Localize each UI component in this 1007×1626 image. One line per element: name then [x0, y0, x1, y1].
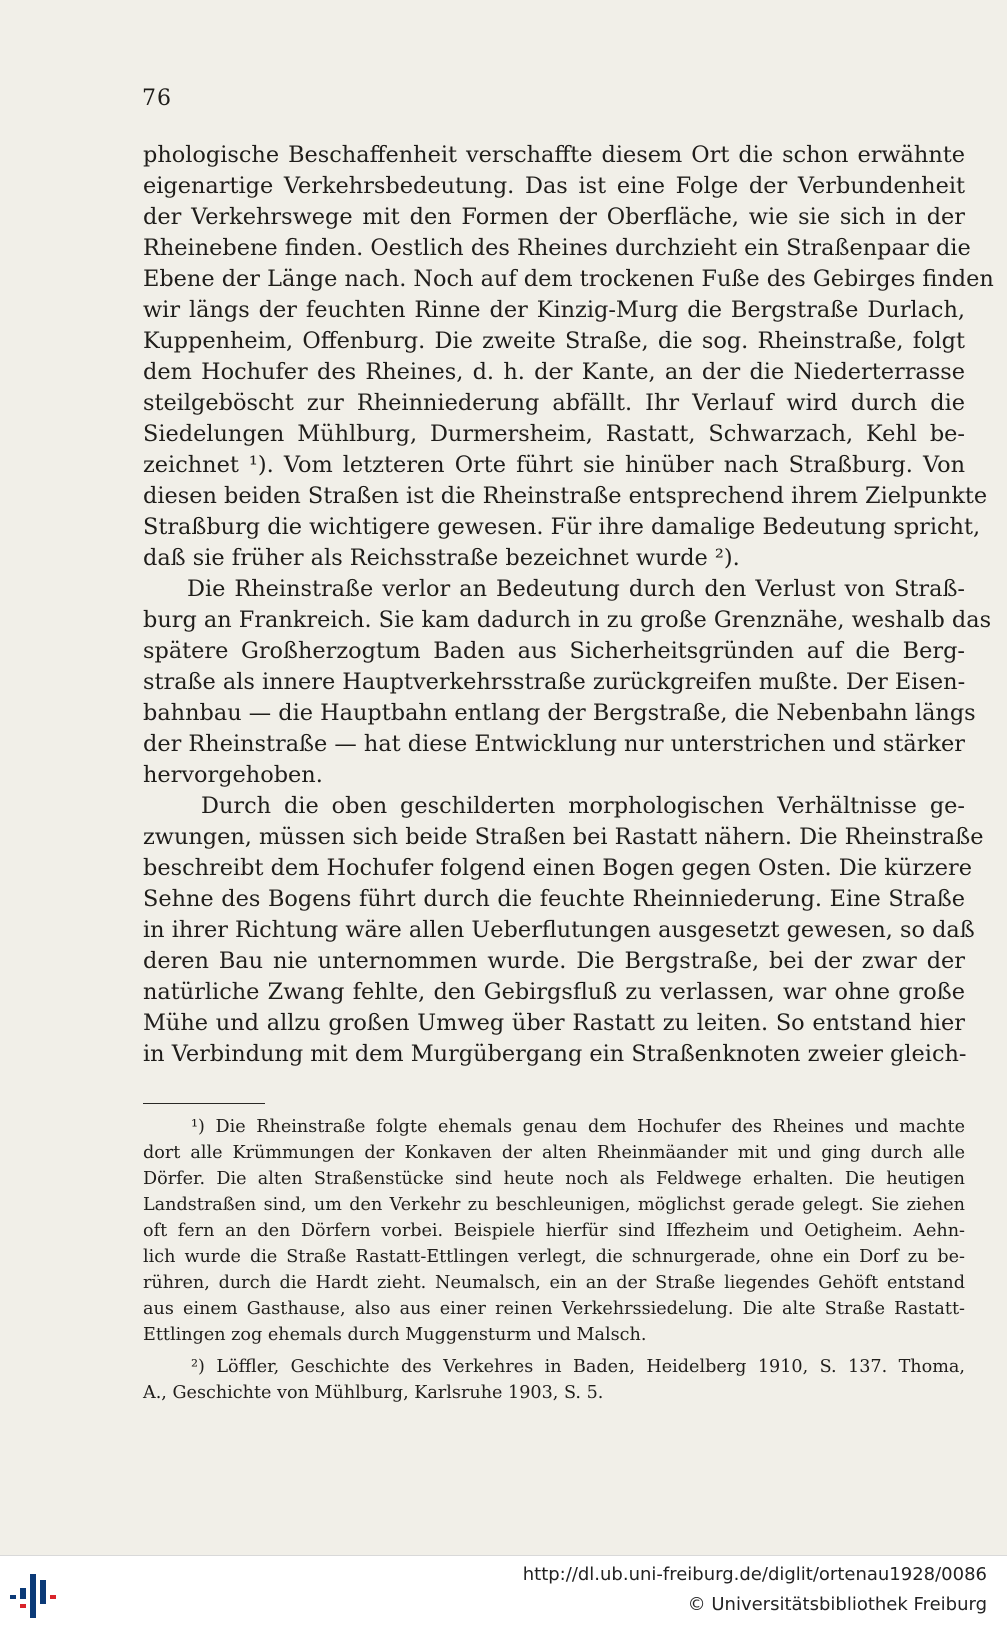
body-line: zeichnet ¹). Vom letzteren Orte führt sie hinüber nach Straßburg. Von: [143, 452, 965, 478]
body-line: wir längs der feuchten Rinne der Kinzig-Murg die Bergstraße Durlach,: [143, 297, 965, 323]
body-line: deren Bau nie unternommen wurde. Die Bergstraße, bei der zwar der: [143, 948, 965, 974]
body-line: straße als innere Hauptverkehrsstraße zurückgreifen mußte. Der Eisen-: [143, 669, 966, 695]
body-line: Sehne des Bogens führt durch die feuchte Rheinniederung. Eine Straße: [143, 886, 965, 912]
body-line: steilgeböscht zur Rheinniederung abfällt. Ihr Verlauf wird durch die: [143, 390, 965, 416]
footnote-line: ¹) Die Rheinstraße folgte ehemals genau dem Hochufer des Rheines und machte: [191, 1117, 965, 1137]
footnote-line: dort alle Krümmungen der Konkaven der alten Rheinmäander mit und ging durch alle: [143, 1143, 965, 1163]
footnote-line: lich wurde die Straße Rastatt-Ettlingen verlegt, die schnurgerade, ohne ein Dorf zu be-: [143, 1247, 965, 1267]
footnotes: [143, 1114, 965, 1406]
footnote-line: Landstraßen sind, um den Verkehr zu beschleunigen, möglichst gerade gelegt. Sie ziehen: [143, 1195, 965, 1215]
body-line: bahnbau — die Hauptbahn entlang der Bergstraße, die Nebenbahn längs: [143, 700, 976, 726]
body-line: der Verkehrswege mit den Formen der Oberfläche, wie sie sich in der: [143, 204, 965, 230]
body-line: zwungen, müssen sich beide Straßen bei Rastatt nähern. Die Rheinstraße: [143, 824, 984, 850]
footnote-line: rühren, durch die Hardt zieht. Neumalsch, ein an der Straße liegendes Gehöft entstand: [143, 1273, 965, 1293]
body-line: Mühe und allzu großen Umweg über Rastatt zu leiten. So entstand hier: [143, 1010, 965, 1036]
body-line: dem Hochufer des Rheines, d. h. der Kante, an der die Niederterrasse: [143, 359, 965, 385]
body-text: [143, 140, 994, 1070]
footnote-divider: [143, 1103, 265, 1104]
body-line: beschreibt dem Hochufer folgend einen Bogen gegen Osten. Die kürzere: [143, 855, 972, 881]
body-line: phologische Beschaffenheit verschaffte diesem Ort die schon erwähnte: [143, 142, 965, 168]
body-line: Straßburg die wichtigere gewesen. Für ihre damalige Bedeutung spricht,: [143, 514, 981, 540]
body-line: Die Rheinstraße verlor an Bedeutung durch den Verlust von Straß-: [187, 576, 965, 602]
body-line: diesen beiden Straßen ist die Rheinstraße entsprechend ihrem Zielpunkte: [143, 483, 988, 509]
footnote-line: ²) Löffler, Geschichte des Verkehres in Baden, Heidelberg 1910, S. 137. Thoma,: [191, 1357, 965, 1377]
body-line: der Rheinstraße — hat diese Entwicklung nur unterstrichen und stärker: [143, 731, 965, 757]
body-line: Ebene der Länge nach. Noch auf dem trockenen Fuße des Gebirges finden: [143, 266, 994, 292]
body-line: spätere Großherzogtum Baden aus Sicherheitsgründen auf die Berg-: [143, 638, 965, 664]
footnote-line: A., Geschichte von Mühlburg, Karlsruhe 1903, S. 5.: [143, 1383, 604, 1403]
footnote-line: aus einem Gasthause, also aus einer reinen Verkehrssiedelung. Die alte Straße Rastatt-: [143, 1299, 965, 1319]
page-number: 76: [142, 86, 172, 111]
body-line: Durch die oben geschilderten morphologischen Verhältnisse ge-: [201, 793, 965, 819]
body-line: Siedelungen Mühlburg, Durmersheim, Rastatt, Schwarzach, Kehl be-: [143, 421, 965, 447]
footnote-line: oft fern an den Dörfern vorbei. Beispiele hierfür sind Iffezheim und Oetigheim. Aehn-: [143, 1221, 965, 1241]
footnote-line: Dörfer. Die alten Straßenstücke sind heute noch als Feldwege erhalten. Die heutigen: [143, 1169, 965, 1189]
body-line: burg an Frankreich. Sie kam dadurch in zu große Grenznähe, weshalb das: [143, 607, 992, 633]
body-line: in Verbindung mit dem Murgübergang ein Straßenknoten zweier gleich-: [143, 1041, 967, 1067]
body-line: natürliche Zwang fehlte, den Gebirgsfluß zu verlassen, war ohne große: [143, 979, 965, 1005]
body-line: eigenartige Verkehrsbedeutung. Das ist eine Folge der Verbundenheit: [143, 173, 965, 199]
body-line: in ihrer Richtung wäre allen Ueberflutungen ausgesetzt gewesen, so daß: [143, 917, 975, 943]
body-line: Kuppenheim, Offenburg. Die zweite Straße, die sog. Rheinstraße, folgt: [143, 328, 965, 354]
ub-freiburg-logo-icon: [8, 1568, 60, 1618]
copyright-notice: © Universitätsbibliothek Freiburg: [687, 1594, 987, 1615]
body-line: hervorgehoben.: [143, 762, 323, 788]
permalink-url[interactable]: http://dl.ub.uni-freiburg.de/diglit/ortenau1928/0086: [522, 1564, 987, 1585]
viewer-footer: [0, 1555, 1007, 1626]
body-line: Rheinebene finden. Oestlich des Rheines durchzieht ein Straßenpaar die: [143, 235, 971, 261]
body-line: daß sie früher als Reichsstraße bezeichnet wurde ²).: [143, 545, 740, 571]
footnote-line: Ettlingen zog ehemals durch Muggensturm und Malsch.: [143, 1325, 647, 1345]
